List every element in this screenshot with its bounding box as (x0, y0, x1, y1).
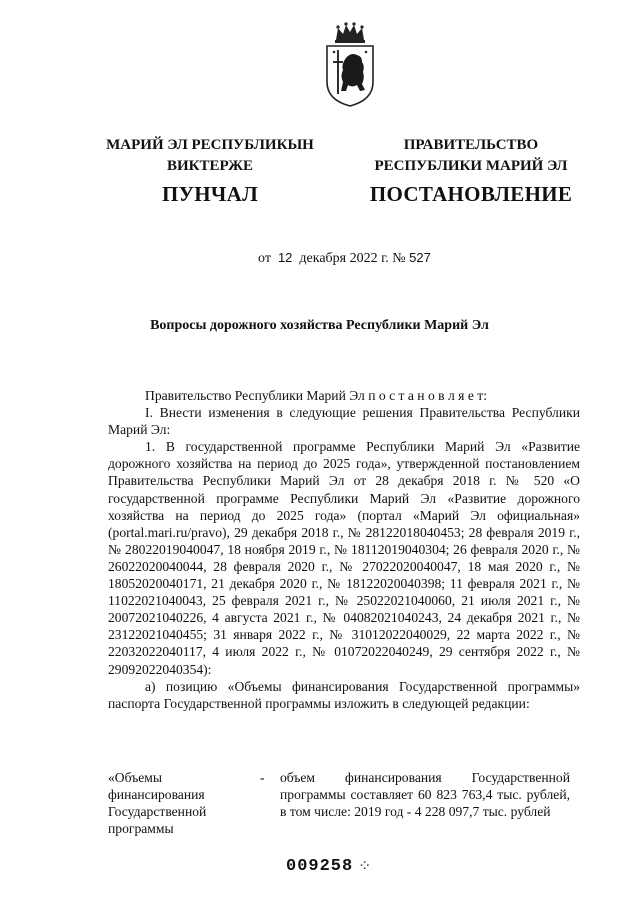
header-right-block (356, 135, 586, 208)
document-body (108, 387, 580, 712)
header-left-line1: МАРИЙ ЭЛ РЕСПУБЛИКЫН (106, 137, 314, 153)
header-left-line3: ПУНЧАЛ (161, 182, 259, 206)
ornament-mark: ⁘ (358, 858, 372, 875)
paragraph-1: Правительство Республики Марий Эл п о с т а н о в л я е т: (145, 388, 487, 403)
coat-of-arms-icon (324, 22, 376, 108)
financing-table-right: объем финансирования Государственной программы составляет 60 823 763,4 тыс. рублей, в том числе: 2019 год - 4 228 097,7 тыс. рублей (280, 770, 570, 820)
financing-dash: - (260, 770, 265, 785)
paragraph-4: а) позицию «Объемы финансирования Государственной программы» паспорта Государственной программы изложить в следующей редакции: (108, 678, 580, 711)
date-day: 12 (277, 250, 293, 265)
financing-left-line: «Объемы (108, 770, 162, 785)
header-left-block (98, 135, 322, 208)
decree-number: 527 (409, 250, 431, 265)
date-line (258, 250, 431, 267)
paragraph-2: I. Внести изменения в следующие решения Правительства Республики Марий Эл: (108, 405, 580, 438)
header-right-line1: ПРАВИТЕЛЬСТВО (403, 137, 539, 153)
document-title: Вопросы дорожного хозяйства Республики Марий Эл (150, 318, 489, 333)
form-serial-number: 009258 (286, 857, 354, 876)
header-left-line2: ВИКТЕРЖЕ (166, 158, 254, 174)
header-right-line3: ПОСТАНОВЛЕНИЕ (369, 182, 573, 206)
date-prefix: от (258, 251, 271, 266)
date-rest: декабря 2022 г. № (299, 251, 406, 266)
header-right-line2: РЕСПУБЛИКИ МАРИЙ ЭЛ (374, 158, 568, 174)
financing-left-line: программы (108, 821, 174, 837)
financing-left-line: Государственной (108, 804, 207, 820)
financing-table-left (108, 769, 258, 837)
financing-left-line: финансирования (108, 787, 205, 803)
paragraph-3: 1. В государственной программе Республики Марий Эл «Развитие дорожного хозяйства на период до 2025 года», утвержденной постановлением Правительства Республики Марий Эл от 28 декабря 2018 г. № 520 «О государственной программе Республики Марий Эл «Развитие дорожного хозяйства на период до 2025 года» (портал «Марий Эл официальная» (portal.mari.ru/pravo), 29 декабря 2018 г., № 28122018040453; 28 февраля 2019 г., № 28022019040047, 18 ноября 2019 г., № 18112019040304; 26 февраля 2020 г., № 26022020040044, 28 февраля 2020 г., № 27022020040047, 18 мая 2020 г., № 18052020040171, 21 декабря 2020 г., № 18122020040398; 11 февраля 2021 г., № 11022021040043, 25 февраля 2021 г., № 25022021040060, 21 июля 2021 г., № 20072021040226, 4 августа 2021 г., № 04082021040243, 24 декабря 2021 г., № 23122021040455; 31 января 2022 г., № 31012022040029, 22 марта 2022 г., № 22032022040117, 4 июля 2022 г., № 01072022040249, 29 сентября 2022 г., № 29092022040354): (108, 439, 580, 677)
